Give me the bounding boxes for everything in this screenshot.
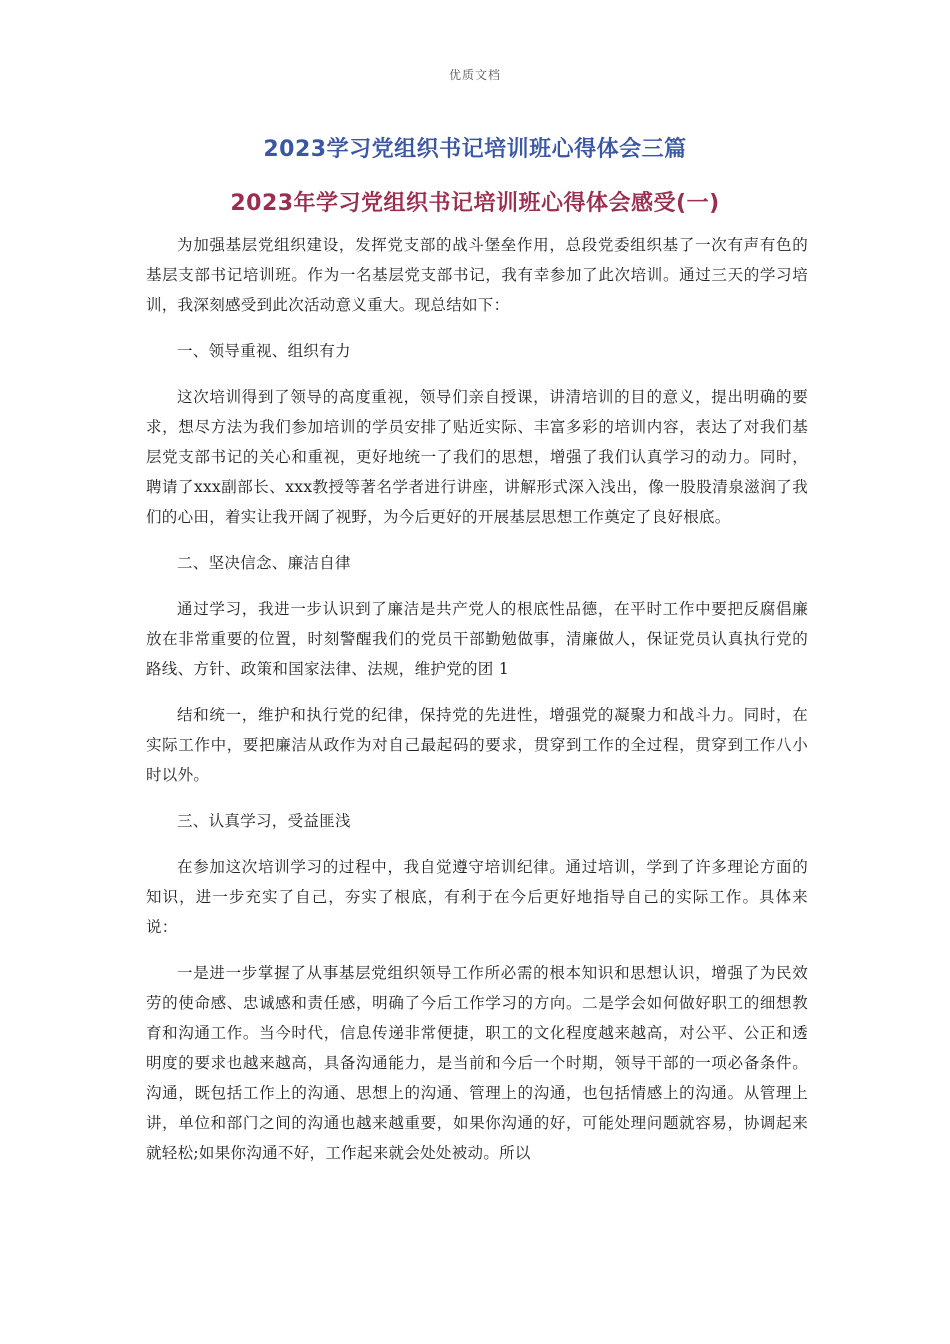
page-header: 优质文档 bbox=[448, 68, 501, 82]
section-heading: 二、坚决信念、廉洁自律 bbox=[177, 554, 351, 572]
document-title: 2023学习党组织书记培训班心得体会三篇 bbox=[263, 137, 687, 162]
document-body bbox=[146, 230, 808, 1184]
paragraph: 一是进一步掌握了从事基层党组织领导工作所必需的根本知识和思想认识，增强了为民效劳的使命感、忠诚感和责任感，明确了今后工作学习的方向。二是学会如何做好职工的细想教育和沟通工作。当今时代，信息传递非常便捷，职工的文化程度越来越高，对公平、公正和透明度的要求也越来越高，具备沟通能力，是当前和今后一个时期，领导干部的一项必备条件。沟通，既包括工作上的沟通、思想上的沟通、管理上的沟通，也包括情感上的沟通。从管理上讲，单位和部门之间的沟通也越来越重要，如果你沟通的好，可能处理问题就容易，协调起来就轻松;如果你沟通不好，工作起来就会处处被动。所以 bbox=[146, 964, 808, 1162]
document-subtitle: 2023年学习党组织书记培训班心得体会感受(一) bbox=[230, 191, 720, 216]
section-heading: 三、认真学习，受益匪浅 bbox=[177, 812, 351, 830]
paragraph: 为加强基层党组织建设，发挥党支部的战斗堡垒作用，总段党委组织基了一次有声有色的基层支部书记培训班。作为一名基层党支部书记，我有幸参加了此次培训。通过三天的学习培训，我深刻感受到此次活动意义重大。现总结如下： bbox=[146, 236, 808, 314]
section-heading: 一、领导重视、组织有力 bbox=[177, 342, 351, 360]
paragraph: 这次培训得到了领导的高度重视，领导们亲自授课，讲清培训的目的意义，提出明确的要求，想尽方法为我们参加培训的学员安排了贴近实际、丰富多彩的培训内容，表达了对我们基层党支部书记的关心和重视，更好地统一了我们的思想，增强了我们认真学习的动力。同时，聘请了xxx副部长、xxx教授等著名学者进行讲座，讲解形式深入浅出，像一股股清泉滋润了我们的心田，着实让我开阔了视野，为今后更好的开展基层思想工作奠定了良好根底。 bbox=[146, 388, 808, 526]
paragraph: 结和统一，维护和执行党的纪律，保持党的先进性，增强党的凝聚力和战斗力。同时，在实际工作中，要把廉洁从政作为对自己最起码的要求，贯穿到工作的全过程，贯穿到工作八小时以外。 bbox=[146, 706, 808, 784]
paragraph: 在参加这次培训学习的过程中，我自觉遵守培训纪律。通过培训，学到了许多理论方面的知识，进一步充实了自己，夯实了根底，有利于在今后更好地指导自己的实际工作。具体来说： bbox=[146, 858, 808, 936]
paragraph: 通过学习，我进一步认识到了廉洁是共产党人的根底性品德，在平时工作中要把反腐倡廉放在非常重要的位置，时刻警醒我们的党员干部勤勉做事，清廉做人，保证党员认真执行党的路线、方针、政策和国家法律、法规，维护党的团 1 bbox=[146, 600, 808, 678]
